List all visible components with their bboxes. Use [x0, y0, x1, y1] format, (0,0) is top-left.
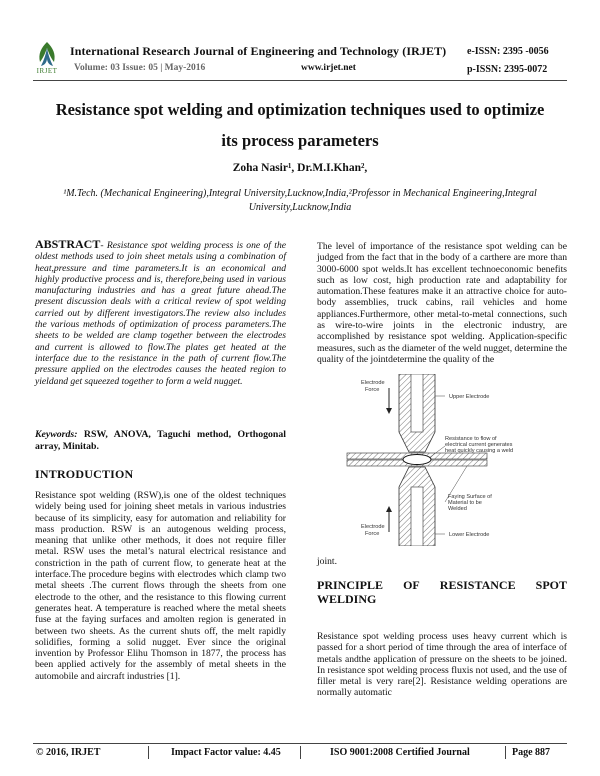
principle-word-1: PRINCIPLE [317, 578, 384, 592]
title-line-2: its process parameters [221, 131, 379, 150]
spot-welding-figure [327, 374, 527, 546]
label-faying-2: Material to be [448, 500, 482, 506]
principle-word-3: RESISTANCE [439, 578, 516, 592]
footer-impact-factor: Impact Factor value: 4.45 [171, 747, 281, 758]
keywords [35, 429, 286, 453]
footer-separator [300, 746, 301, 759]
introduction-text: Resistance spot welding (RSW),is one of the oldest techniques widely being used for joining sheet metals in various industries because of its simplicity, easy for automation and reliability for mass production. RSW is an autogenous welding process, meaning that unlike other methods, it does not require filler metal. RSW uses the metal’s natural electrical resistance and constriction in the path of current flow, to generate heat at the interface.The procedure begins with electrodes which clamp two metal sheets .The current flows through the sheets from one electrode to the other, and the resistance to this flowing current generates heat. A temperature is reached where the metal sheets fuse at the faying surfaces and amolten region is generated in between two sheets. As the current shuts off, the melt rapidly solidifies, forming a solid nugget. Ever since the original invention by Professor Elihu Thomson in 1877, the process has been applied actively for the assembly of metal sheets in the automobile and aircraft industries [1]. [35, 490, 286, 682]
label-upper-electrode: Upper Electrode [449, 394, 490, 400]
label-resistance-1: Resistance to flow of [445, 436, 497, 442]
upper-electrode-core [411, 374, 423, 432]
label-electrode-force-bottom-1: Electrode [361, 524, 385, 530]
footer-iso: ISO 9001:2008 Certified Journal [330, 747, 470, 758]
label-faying-3: Welded [448, 506, 467, 512]
footer-separator [505, 746, 506, 759]
label-faying-1: Faying Surface of [448, 494, 492, 500]
label-resistance-3: heat quickly causing a weld [445, 448, 514, 454]
affiliation-line-1: ¹M.Tech. (Mechanical Engineering),Integral University,Lucknow,India,²Professor in Mechanical Engineering,Integral [63, 188, 537, 199]
affiliation-line-2: University,Lucknow,India [248, 202, 352, 213]
footer-page-number: Page 887 [512, 747, 551, 758]
pissn: p-ISSN: 2395-0072 [467, 64, 548, 75]
label-electrode-force-top-2: Force [365, 387, 380, 393]
footer-separator [148, 746, 149, 759]
introduction-heading: INTRODUCTION [35, 467, 134, 481]
principle-heading-row [317, 578, 567, 592]
label-electrode-force-top-1: Electrode [361, 380, 385, 386]
keywords-text: RSW, ANOVA, Taguchi method, Orthogonal array, Minitab. [35, 429, 286, 452]
authors: Zoha Nasir¹, Dr.M.I.Khan², [232, 162, 368, 174]
arrowhead-up-icon [386, 506, 392, 512]
principle-word-2: OF [403, 578, 420, 592]
journal-website[interactable]: www.irjet.net [301, 63, 356, 73]
abstract-text: - Resistance spot welding process is one of the oldest methods used to join sheet metals using a combination of heat,pressure and time parameters.It is an economical and highly productive process and is, therefore,being used in various manufacturing industries and has a great future ahead.The present discussion deals with a critical review of spot welding carried out by different investigators.The review also includes the various methods of optimization of process parameters.The sheets to be welded are clamp together between the electrodes and current is allowed to flow.The plates get heated at the interface due to the resistance in the path of current flow.The pressure applied on the electrodes causes the heated region to yieldand get squeezed together to form a weld nugget. [35, 240, 286, 387]
principle-word-5: WELDING [317, 592, 377, 606]
right-paragraph-2: joint. [317, 556, 337, 567]
footer-copyright: © 2016, IRJET [36, 747, 101, 758]
principle-heading [317, 578, 567, 606]
lower-electrode-core [411, 487, 423, 546]
right-paragraph-1: The level of importance of the resistance spot welding can be judged from the fact that in the body of a carthere are more than 3000-6000 spot welds.It has excellent technoeconomic benefits such as low cost, high production rate and adaptability for automation.These features make it an attractive choice for auto-body assemblies, truck cabins, rail vehicles and home appliances.Furthermore, other metal-to-metal connections, such as wire-to-wire joints in the electronic industry, are accomplished by resistance spot welding. Application-specific measures, such as the diameter of the weld nugget, determine the quality of the jointdetermine the quality of the [317, 241, 567, 365]
paper-title [30, 94, 570, 156]
keywords-heading: Keywords: [35, 429, 78, 440]
eissn: e-ISSN: 2395 -0056 [467, 46, 549, 57]
principle-word-4: SPOT [535, 578, 567, 592]
spot-welding-diagram [327, 374, 527, 546]
label-lower-electrode: Lower Electrode [449, 532, 490, 538]
abstract-heading: ABSTRACT [35, 237, 101, 251]
footer-divider [33, 743, 567, 744]
irjet-logo-icon [34, 40, 60, 70]
affiliation [40, 187, 560, 215]
label-electrode-force-bottom-2: Force [365, 531, 380, 537]
abstract [35, 239, 286, 387]
journal-name: International Research Journal of Engineering and Technology (IRJET) [70, 44, 447, 58]
journal-volume: Volume: 03 Issue: 05 | May-2016 [74, 63, 206, 73]
label-resistance-2: electrical current generates [445, 442, 513, 448]
header-divider [33, 80, 567, 81]
right-paragraph-3: Resistance spot welding process uses heavy current which is passed for a short period of time through the area of interface of metals andthe application of pressure on the sheets to be joined. In resistance spot welding process fluxis not used, and the use of filler metal is very rare[2]. Resistance welding operations are normally automatic [317, 631, 567, 699]
weld-nugget [403, 455, 431, 465]
title-line-1: Resistance spot welding and optimization techniques used to optimize [55, 100, 545, 119]
logo-text: IRJET [36, 67, 58, 75]
arrowhead-down-icon [386, 408, 392, 414]
